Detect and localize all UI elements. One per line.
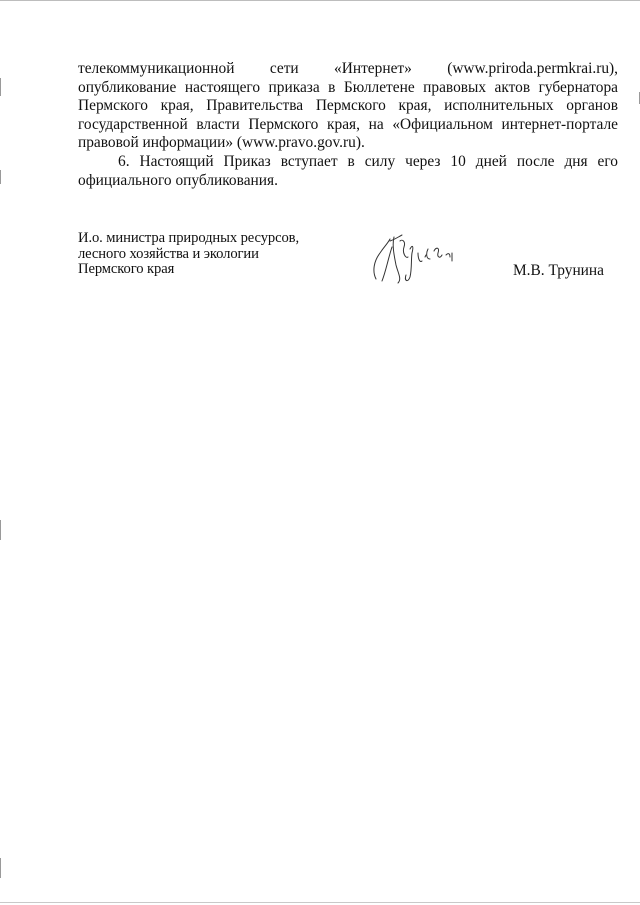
signature-block [78,231,618,291]
scan-edge-bottom [0,902,640,903]
scan-mark-left [0,170,1,184]
document-body [78,60,618,190]
scan-mark-left [0,520,1,540]
signer-title-line: Пермского края [78,261,175,278]
paragraph-publication: телекоммуникационной сети «Интернет» (www.priroda.permkrai.ru), опубликование настоящего приказа в Бюллетене правовых актов губернатора Пермского края, Правительства Пермского края, исполнительных органов государственной власти Пермского края, на «Официальном интернет-портале правовой информации» (www.pravo.gov.ru). [78,60,618,152]
scan-edge-top [0,0,640,1]
signer-title [78,231,299,278]
signer-title-line: И.о. министра природных ресурсов, [78,230,300,246]
handwritten-signature [368,231,468,287]
paragraph-6: 6. Настоящий Приказ вступает в силу через 10 дней после дня его официального опубликования. [78,152,618,189]
signer-name: М.В. Трунина [512,262,604,279]
scan-mark-left [0,78,1,96]
signer-title-line: лесного хозяйства и экологии [78,245,259,262]
scan-mark-left [0,858,1,878]
